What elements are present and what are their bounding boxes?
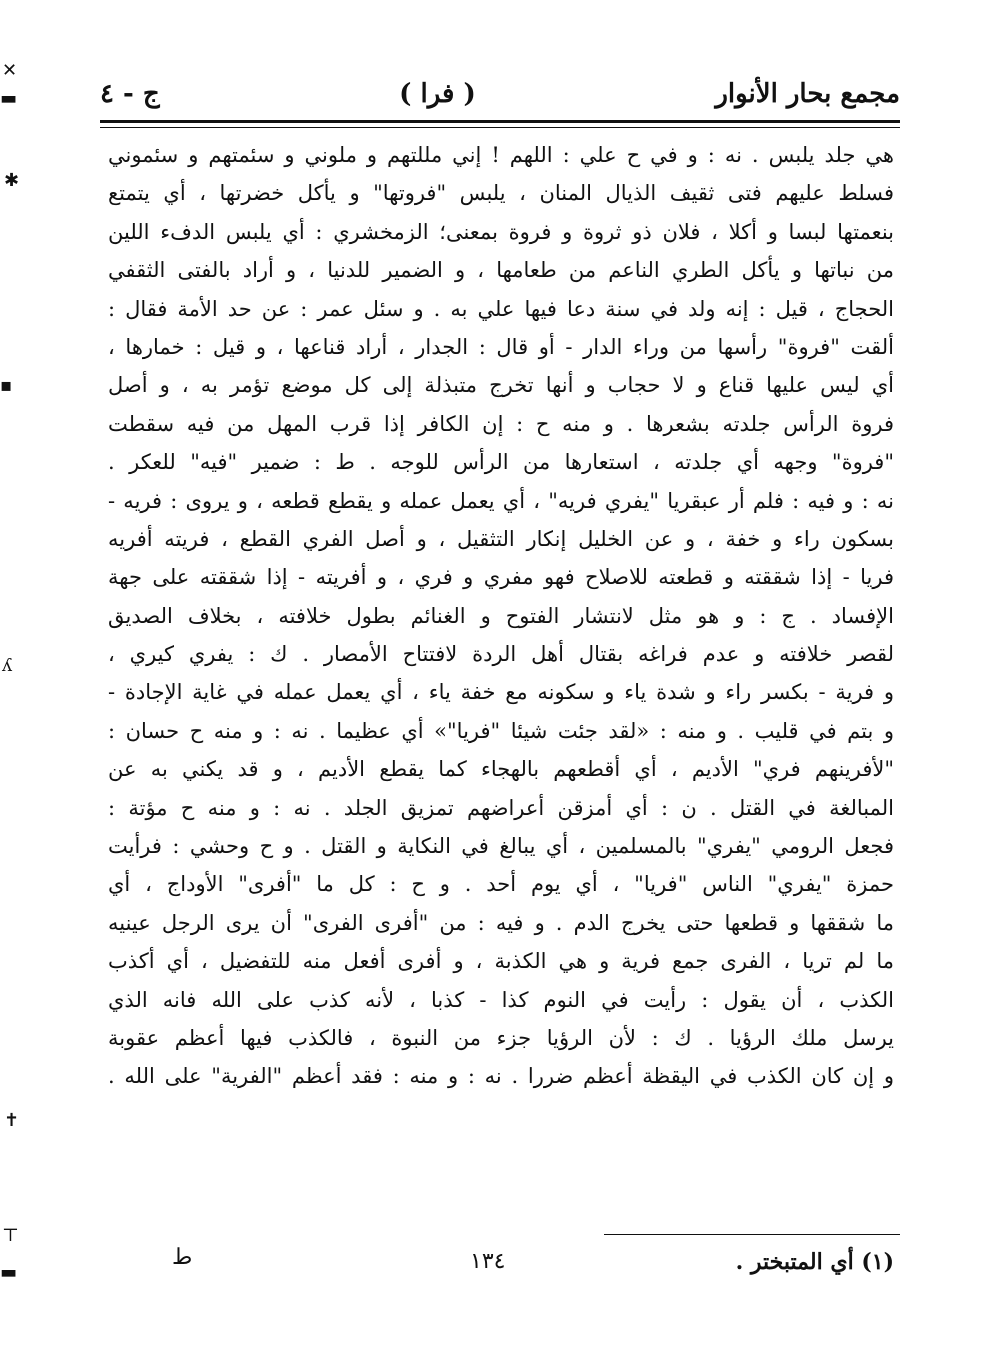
text-line: المبالغة في القتل . ن : أي أمزقن أعراضهم تمزيق الجلد . نه : و منه ح مؤتة : [108,795,894,820]
text-line: و فرية - بكسر راء و شدة ياء و سكونه مع خفة ياء ، أي يعمل عمله في غاية الإجادة - [108,680,894,705]
text-line: بنعمتها لبسا و أكلا ، فلان ذو ثروة و فروة بمعنى؛ الزمخشري : أي يلبس الدفء اللين [108,219,894,244]
text-line: الحجاج ، قيل : إنه ولد في سنة دعا فيها علي به . و سئل عمر : عن حد الأمة فقال : [108,296,894,321]
text-line: ألقت "فروة" رأسها من وراء الدار - أو قال : الجدار ، أراد قناعها ، و قيل : خمارها ، [108,334,894,359]
margin-mark-low: ✝ [4,1110,20,1131]
text-line: حمزة "يفري" الناس "فريا" ، أي يوم أحد . و ح : كل ما "أفرى" الأوداج ، أي [108,872,894,897]
header-rule-thick [100,120,900,123]
text-line: من نباتها و يأكل الطري الناعم من طعامها ، و الضمير للدنيا ، و أراد بالفتى الثقفي [108,258,894,283]
margin-mark-top: ✕ [2,60,18,81]
text-line: أي ليس عليها قناع و لا حجاب و أنها تخرج متبذلة إلى كل موضع تؤمر به ، و أصل [108,373,894,398]
text-line: نه : و فيه : فلم أر عبقريا "يفري فريه" ، أي يعمل عمله و يقطع قطعه ، و يروى : فريه - [108,488,894,513]
margin-mark-bar-bottom: ▬ [0,1262,18,1283]
text-line: فجعل الرومي "يفري" بالمسلمين ، أي يبالغ في النكاية و القتل . و ح وحشي : فرأيت [108,834,894,859]
page-footer [100,1245,900,1285]
margin-mark-dot: ▪ [0,375,13,396]
text-line: الكذب ، أن يقول : رأيت في النوم كذا - كذبا ، لأنه كذب على الله فانه الذي [108,987,894,1012]
header-rule-thin [100,127,900,128]
text-line: "لأفرينهم فري" الأديم ، أي أقطعهم بالهجاء كما يقطع الأديم ، و قد يكني به عن [108,757,894,782]
text-line: الإفساد . ج : و هو مثل لانتشار الفتوح و الغنائم بطول خلافته ، بخلاف الصديق [108,603,894,628]
text-line: يرسل ملك الرؤيا . ك : لأن الرؤيا جزء من النبوة ، فالكذب فيها أعظم عقوبة [108,1025,894,1050]
footnote: (١) أي المتبختر . [735,1249,894,1275]
book-title: مجمع بحار الأنوار [715,79,900,109]
volume-number: ج - ٤ [100,79,160,109]
margin-mark-mid: ʎ [2,655,13,676]
margin-mark-bar: ▬ [0,88,18,109]
margin-mark-bottom: ⊤ [2,1225,19,1246]
text-line: ما شققها و قطعها حتى يخرج الدم . و فيه : من "أفرى الفرى" أن يرى الرجل عينيه [108,910,894,935]
signature-mark: ط [172,1245,193,1270]
text-line: "فروة" وجهه أي جلدته ، استعارها من الرأس للوجه . ط : ضمير "فيه" للعكر . [108,450,894,475]
entry-root: ( فرا ) [399,79,476,109]
running-header [100,70,900,118]
text-line: فسلط عليهم فتى ثقيف الذيال المنان ، يلبس "فروتها" و يأكل خضرتها ، أي يتمتع [108,181,894,206]
text-line: فروة الرأس جلدته بشعرها . و منه ح : إن الكافر إذا قرب المهل من فيه سقطت [108,411,894,436]
page-number: ١٣٤ [470,1249,506,1274]
margin-mark-star: ✱ [4,170,20,191]
text-line: و إن كان الكذب في اليقظة أعظم ضررا . نه : و منه : فقد أعظم "الفرية" على الله . [108,1064,894,1089]
text-line: ما لم تريا ، الفرى جمع فرية و هي الكذبة ، و أفرى أفعل منه للتفضيل ، أي أكذب [108,949,894,974]
text-line: بسكون راء و خفة ، و عن الخليل إنكار التثقيل ، و أصل الفري القطع ، فريته أفريه [108,526,894,551]
text-line: و بتم في قليب . و منه : «لقد جئت شيئا "فريا"» أي عظيما . نه : و منه ح حسان : [108,718,894,743]
main-text-block [108,136,894,1096]
text-line: لقصر خلافته و عدم فراغه بقتال أهل الردة لافتتاح الأمصار . ك : يفري كيري ، [108,642,894,667]
footnote-rule [604,1234,900,1235]
text-line: هي جلد يلبس . نه : و في ح علي : اللهم ! إني مللتهم و ملوني و سئمتهم و سئموني [108,143,894,167]
text-line: فريا - إذا شققته و قطعته للاصلاح فهو مفري و فري ، و أفريته - إذا شققته على جهة [108,565,894,590]
